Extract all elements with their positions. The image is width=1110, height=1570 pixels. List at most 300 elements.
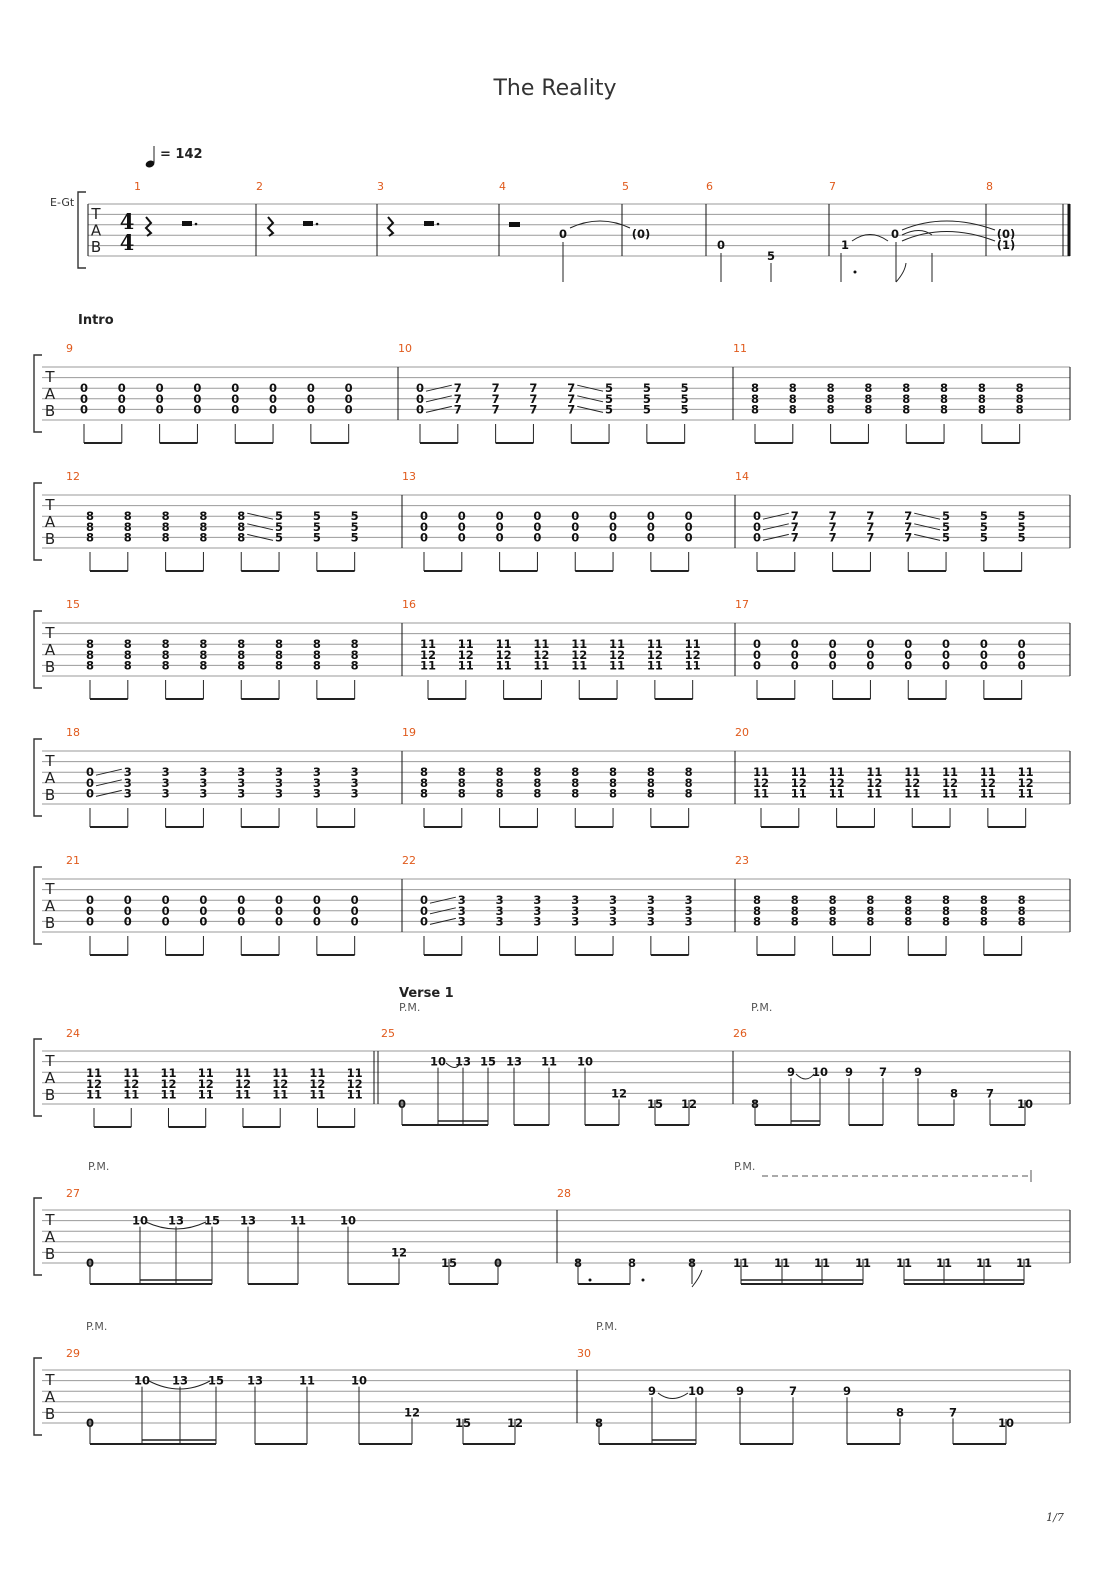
fret-number: 8 — [750, 381, 760, 396]
fret-number: 8 — [866, 903, 875, 918]
fret-number: 11 — [272, 1066, 289, 1081]
fret-number: 0 — [155, 381, 164, 396]
fret-number: 5 — [605, 402, 614, 417]
fret-number: 0 — [866, 637, 875, 652]
fret-number: 0 — [790, 658, 799, 673]
fret-number: 5 — [680, 402, 689, 417]
fret-number: 3 — [684, 893, 693, 908]
quarter-note-icon — [145, 146, 156, 169]
eighth-note-beam — [241, 552, 279, 571]
fret-number: 3 — [684, 903, 693, 918]
eighth-note-beam — [500, 808, 538, 827]
fret-number: 8 — [533, 775, 542, 790]
fret-number: 7 — [491, 381, 500, 396]
fret-number: 0 — [306, 402, 315, 417]
fret-number: 8 — [1015, 402, 1024, 417]
fret-number: 8 — [687, 1256, 697, 1270]
eighth-note-beam — [241, 680, 279, 699]
fret-number: 12 — [403, 1405, 421, 1420]
fret-number: 13 — [246, 1373, 264, 1388]
measure-number: 25 — [381, 1027, 395, 1040]
fret-number: 0 — [85, 775, 95, 790]
eighth-note-beam — [982, 424, 1020, 443]
fret-number: 12 — [309, 1076, 326, 1091]
fret-number: 5 — [942, 530, 951, 545]
fret-number: 0 — [419, 893, 429, 908]
eighth-note-beam — [420, 424, 458, 443]
fret-number: 8 — [85, 647, 95, 662]
system-bracket — [34, 483, 42, 560]
fret-number: 0 — [275, 893, 284, 908]
fret-number: 5 — [642, 381, 651, 396]
fret-number: 8 — [275, 637, 284, 652]
fret-number: 8 — [790, 903, 799, 918]
fret-number: 0 — [495, 530, 504, 545]
fret-number: 8 — [199, 658, 208, 673]
fret-number: 7 — [948, 1405, 958, 1420]
fret-number: 12 — [457, 647, 474, 662]
fret-number: 0 — [419, 914, 429, 929]
fret-number: 11 — [752, 765, 770, 780]
measure-number: 13 — [402, 470, 416, 483]
fret-number: 0 — [237, 893, 246, 908]
fret-number: 8 — [902, 402, 911, 417]
fret-number: 12 — [346, 1076, 363, 1091]
fret-number: 11 — [457, 658, 474, 673]
fret-number: 8 — [237, 637, 246, 652]
fret-number: 3 — [237, 786, 246, 801]
fret-number: 8 — [902, 381, 911, 396]
tempo-value: = 142 — [160, 147, 203, 162]
fret-number: 11 — [197, 1087, 214, 1102]
eighth-note-beam — [761, 808, 799, 827]
fret-number: 0 — [193, 381, 202, 396]
fret-number: 8 — [977, 402, 986, 417]
eighth-note-beam — [160, 424, 198, 443]
fret-number: 11 — [979, 786, 996, 801]
fret-number: 8 — [1015, 391, 1024, 406]
eighth-note-beam — [837, 808, 875, 827]
tab-staff — [42, 1370, 1070, 1423]
fret-number: 0 — [79, 402, 89, 417]
fret-number: 0 — [85, 765, 95, 780]
fret-number: 0 — [457, 519, 466, 534]
system-bracket — [34, 867, 42, 944]
fret-number: 0 — [942, 637, 951, 652]
measure-number: 27 — [66, 1187, 80, 1200]
measure-number: 3 — [377, 180, 384, 193]
eighth-note-beam — [166, 680, 204, 699]
fret-number: 0 — [193, 402, 202, 417]
eighth-note-beam — [424, 936, 462, 955]
fret-number: 0 — [790, 647, 799, 662]
fret-number: 11 — [904, 786, 921, 801]
section-intro: Intro — [78, 313, 114, 328]
fret-number: 8 — [752, 914, 762, 929]
tempo-marking — [145, 146, 203, 169]
palm-mute-label: P.M. — [88, 1160, 110, 1173]
fret-number: 0 — [609, 519, 618, 534]
eighth-note-beam — [311, 424, 349, 443]
eighth-note-beam — [90, 680, 128, 699]
tab-clef-letter: B — [44, 785, 56, 804]
fret-number: 0 — [533, 519, 542, 534]
tied-fret: (0) — [996, 227, 1016, 241]
measure-number: 11 — [733, 342, 747, 355]
page-number: 1/7 — [1046, 1511, 1064, 1524]
fret-number: 7 — [904, 509, 913, 524]
fret-number: 8 — [350, 647, 359, 662]
fret-number: 3 — [350, 775, 359, 790]
fret-number: 0 — [161, 914, 170, 929]
fret-number: 11 — [571, 637, 588, 652]
eighth-note-beam — [755, 424, 793, 443]
fret-number: 5 — [942, 519, 951, 534]
fret-number: 8 — [85, 658, 95, 673]
fret-number: 12 — [866, 775, 883, 790]
system-bracket — [34, 1039, 42, 1116]
measure-number: 9 — [66, 342, 73, 355]
tab-clef-letter: T — [45, 624, 55, 643]
tab-clef — [44, 496, 55, 548]
tab-clef-letter: A — [90, 221, 102, 240]
time-signature-bottom: 4 — [119, 230, 135, 255]
fret-number: 11 — [272, 1087, 289, 1102]
fret-number: 3 — [609, 893, 618, 908]
fret-number: 8 — [533, 765, 542, 780]
slur — [658, 1393, 688, 1399]
fret-number: 5 — [312, 519, 321, 534]
fret-number: 11 — [975, 1256, 993, 1270]
tab-clef — [44, 1052, 55, 1104]
eighth-note-beam — [243, 1108, 280, 1127]
fret-number: 11 — [828, 765, 845, 780]
fret-number: 0 — [684, 519, 693, 534]
fret-number: 8 — [571, 775, 580, 790]
tab-clef-letter: T — [45, 880, 55, 899]
fret-number: 3 — [646, 903, 655, 918]
fret-number: 5 — [942, 509, 951, 524]
tab-clef-letter: T — [45, 752, 55, 771]
fret-number: 3 — [237, 765, 246, 780]
eighth-note-beam — [166, 552, 204, 571]
system-bracket — [78, 192, 86, 268]
fret-number: 3 — [312, 765, 321, 780]
fret-number: 15 — [646, 1097, 664, 1111]
fret-number: 0 — [904, 647, 913, 662]
fret-number: 8 — [940, 391, 949, 406]
tab-clef — [44, 1371, 55, 1423]
fret-number: 11 — [752, 786, 770, 801]
fret-number: 3 — [495, 914, 504, 929]
measure-number: 12 — [66, 470, 80, 483]
fret-number: 0 — [904, 637, 913, 652]
fret-number: 0 — [495, 509, 504, 524]
fret-number: 8 — [977, 381, 986, 396]
tab-clef-letter: T — [91, 204, 101, 223]
fret-number: 0 — [123, 903, 132, 918]
tab-clef-letter: B — [44, 401, 56, 420]
flag-icon — [896, 263, 906, 282]
half-rest-icon — [424, 221, 434, 226]
fret-number: 0 — [1017, 637, 1026, 652]
fret-number: 7 — [790, 509, 799, 524]
fret-number: 0 — [161, 903, 170, 918]
fret-number: 11 — [346, 1087, 363, 1102]
fret-number: 0 — [495, 519, 504, 534]
fret-number: 7 — [904, 519, 913, 534]
fret-number: 8 — [237, 530, 246, 545]
tab-staff — [42, 1210, 1070, 1263]
fret-number: 8 — [573, 1256, 583, 1270]
fret-number: 11 — [533, 658, 550, 673]
quarter-rest-icon — [268, 217, 273, 236]
fret-number: 10 — [811, 1065, 829, 1080]
fret-number: 0 — [609, 530, 618, 545]
measure-number: 10 — [398, 342, 412, 355]
fret-number: 0 — [199, 903, 208, 918]
fret-number: 8 — [419, 765, 429, 780]
tab-clef-letter: B — [44, 1404, 56, 1423]
fret-number: 8 — [419, 775, 429, 790]
fret-number: 8 — [533, 786, 542, 801]
fret-number: 0 — [571, 530, 580, 545]
eighth-note-beam — [984, 680, 1022, 699]
fret-number: 8 — [826, 381, 835, 396]
fret-number: 5 — [1017, 519, 1026, 534]
fret-number: 0 — [117, 381, 126, 396]
fret-number: 0 — [199, 914, 208, 929]
instrument-name: E-Gt — [50, 196, 75, 209]
fret-number: 11 — [935, 1256, 953, 1270]
fret-number: 0 — [752, 658, 762, 673]
fret-number: 0 — [558, 227, 568, 241]
fret-number: 8 — [85, 637, 95, 652]
eighth-note-beam — [651, 936, 689, 955]
fret-number: 0 — [350, 914, 359, 929]
fret-number: 9 — [735, 1384, 745, 1399]
fret-number: 8 — [788, 402, 797, 417]
fret-number: 0 — [571, 519, 580, 534]
fret-number: 0 — [269, 402, 278, 417]
fret-number: 3 — [457, 893, 466, 908]
fret-number: 7 — [491, 402, 500, 417]
fret-number: 12 — [419, 647, 437, 662]
fret-number: 8 — [199, 637, 208, 652]
fret-number: 7 — [904, 530, 913, 545]
measure-number: 7 — [829, 180, 836, 193]
fret-number: 8 — [904, 893, 913, 908]
fret-number: 8 — [495, 786, 504, 801]
eighth-note-beam — [575, 936, 613, 955]
fret-number: 3 — [646, 893, 655, 908]
fret-number: 11 — [609, 658, 626, 673]
fret-number: 10 — [131, 1213, 149, 1228]
measure-number: 28 — [557, 1187, 571, 1200]
fret-number: 8 — [752, 903, 762, 918]
fret-number: 0 — [684, 530, 693, 545]
fret-number: 8 — [902, 391, 911, 406]
fret-number: 5 — [605, 391, 614, 406]
fret-number: 10 — [339, 1213, 357, 1228]
fret-number: 11 — [684, 658, 701, 673]
system-bracket — [34, 1358, 42, 1435]
fret-number: 10 — [429, 1054, 447, 1069]
fret-number: 3 — [533, 893, 542, 908]
fret-number: 15 — [207, 1373, 225, 1388]
fret-number: 7 — [453, 402, 462, 417]
fret-number: 11 — [1017, 765, 1034, 780]
fret-number: 8 — [752, 893, 762, 908]
fret-number: 10 — [350, 1373, 368, 1388]
measure-number: 30 — [577, 1347, 591, 1360]
fret-number: 3 — [275, 775, 284, 790]
song-title: The Reality — [493, 76, 617, 101]
fret-number: 3 — [161, 786, 170, 801]
fret-number: 10 — [687, 1384, 705, 1399]
fret-number: 0 — [123, 893, 132, 908]
fret-number: 8 — [942, 903, 951, 918]
eighth-note-beam — [757, 552, 795, 571]
fret-number: 0 — [312, 903, 321, 918]
fret-number: 7 — [529, 402, 538, 417]
fret-number: 8 — [684, 765, 693, 780]
fret-number: 0 — [85, 914, 95, 929]
fret-number: 11 — [85, 1066, 103, 1081]
fret-number: 3 — [571, 893, 580, 908]
fret-number: 8 — [904, 914, 913, 929]
tab-clef-letter: A — [44, 1228, 56, 1247]
fret-number: 11 — [533, 637, 550, 652]
tab-clef-letter: B — [44, 529, 56, 548]
fret-number: 0 — [493, 1256, 503, 1270]
fret-number: 0 — [231, 391, 240, 406]
tab-clef-letter: A — [44, 513, 56, 532]
fret-number: 8 — [949, 1086, 959, 1101]
tied-fret: (0) — [631, 227, 651, 241]
fret-number: 8 — [750, 1097, 760, 1111]
eighth-note-beam — [168, 1108, 205, 1127]
fret-number: 8 — [609, 786, 618, 801]
fret-number: 5 — [605, 381, 614, 396]
fret-number: 0 — [155, 391, 164, 406]
fret-number: 8 — [940, 381, 949, 396]
fret-number: 8 — [571, 786, 580, 801]
section-verse-1: Verse 1 — [399, 986, 454, 1001]
dot-icon — [589, 1279, 592, 1282]
dot-icon — [195, 223, 198, 226]
fret-number: 0 — [716, 238, 726, 252]
fret-number: 5 — [642, 402, 651, 417]
fret-number: 8 — [750, 391, 760, 406]
fret-number: 3 — [123, 775, 132, 790]
fret-number: 8 — [457, 775, 466, 790]
tied-fret: (1) — [996, 238, 1016, 252]
fret-number: 11 — [646, 637, 663, 652]
fret-number: 8 — [199, 519, 208, 534]
fret-number: 7 — [790, 519, 799, 534]
fret-number: 11 — [123, 1066, 140, 1081]
fret-number: 12 — [752, 775, 770, 790]
fret-number: 8 — [237, 647, 246, 662]
eighth-note-beam — [647, 424, 685, 443]
fret-number: 11 — [289, 1213, 307, 1228]
eighth-note-beam — [908, 936, 946, 955]
eighth-note-beam — [90, 552, 128, 571]
fret-number: 8 — [1017, 914, 1026, 929]
fret-number: 8 — [1015, 381, 1024, 396]
fret-number: 8 — [627, 1256, 637, 1270]
fret-number: 7 — [567, 381, 576, 396]
eighth-note-beam — [908, 680, 946, 699]
fret-number: 7 — [567, 391, 576, 406]
fret-number: 3 — [123, 786, 132, 801]
fret-number: 5 — [680, 391, 689, 406]
fret-number: 13 — [505, 1054, 523, 1069]
fret-number: 8 — [609, 775, 618, 790]
fret-number: 8 — [942, 893, 951, 908]
dot-icon — [642, 1279, 645, 1282]
tab-staff — [42, 623, 1070, 676]
fret-number: 12 — [790, 775, 807, 790]
fret-number: 5 — [275, 519, 284, 534]
fret-number: 9 — [913, 1065, 923, 1080]
fret-number: 5 — [312, 530, 321, 545]
fret-number: 0 — [237, 914, 246, 929]
tab-clef-letter: A — [44, 641, 56, 660]
eighth-note-beam — [579, 680, 617, 699]
fret-number: 8 — [646, 775, 655, 790]
tab-staff — [88, 204, 1070, 256]
fret-number: 11 — [419, 637, 437, 652]
tab-clef-letter: A — [44, 1069, 56, 1088]
fret-number: 7 — [790, 530, 799, 545]
fret-number: 0 — [269, 391, 278, 406]
fret-number: 8 — [940, 402, 949, 417]
fret-number: 0 — [193, 391, 202, 406]
fret-number: 0 — [275, 914, 284, 929]
fret-number: 0 — [350, 893, 359, 908]
fret-number: 11 — [495, 637, 512, 652]
eighth-note-beam — [317, 680, 355, 699]
fret-number: 8 — [866, 914, 875, 929]
fret-number: 3 — [161, 775, 170, 790]
fret-number: 0 — [231, 402, 240, 417]
fret-number: 11 — [790, 765, 807, 780]
fret-number: 0 — [344, 381, 353, 396]
fret-number: 11 — [160, 1066, 177, 1081]
fret-number: 13 — [454, 1054, 472, 1069]
fret-number: 0 — [752, 647, 762, 662]
fret-number: 11 — [160, 1087, 177, 1102]
eighth-note-beam — [833, 552, 871, 571]
fret-number: 12 — [979, 775, 996, 790]
fret-number: 8 — [199, 530, 208, 545]
fret-number: 3 — [199, 775, 208, 790]
tab-clef-letter: A — [44, 385, 56, 404]
eighth-note-beam — [984, 552, 1022, 571]
fret-number: 5 — [1017, 530, 1026, 545]
quarter-rest-icon — [388, 217, 393, 236]
eighth-note-beam — [984, 936, 1022, 955]
tab-clef-letter: B — [44, 913, 56, 932]
fret-number: 8 — [161, 509, 170, 524]
fret-number: 12 — [85, 1076, 103, 1091]
measure-number: 14 — [735, 470, 749, 483]
fret-number: 12 — [272, 1076, 289, 1091]
fret-number: 0 — [646, 519, 655, 534]
fret-number: 12 — [533, 647, 550, 662]
